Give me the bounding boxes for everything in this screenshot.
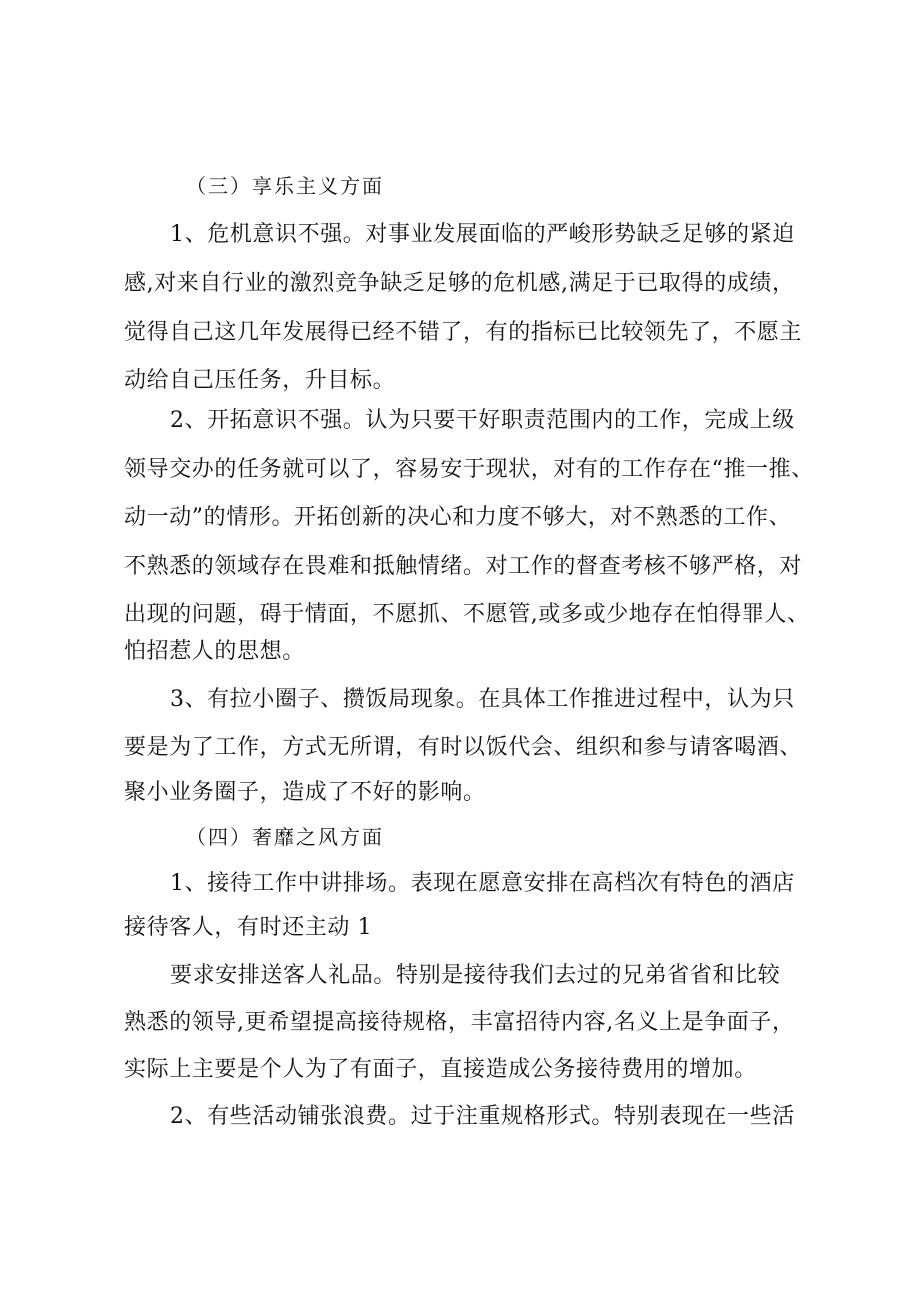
text-line: 聚小业务圈子，造成了不好的影响。 bbox=[124, 780, 486, 805]
text-line: 感,对来自行业的激烈竞争缺乏足够的危机感,满足于已取得的成绩， bbox=[124, 271, 795, 296]
text-line: 熟悉的领导,更希望提高接待规格，丰富招待内容,名义上是争面子， bbox=[124, 1010, 795, 1035]
text-line: 实际上主要是个人为了有面子，直接造成公务接待费用的增加。 bbox=[124, 1057, 757, 1082]
text-line: 3、有拉小圈子、攒饭局现象。在具体工作推进过程中，认为只 bbox=[170, 687, 795, 712]
text-line: 动给自己压任务，升目标。 bbox=[124, 368, 396, 393]
text-line: 要是为了工作，方式无所谓，有时以饭代会、组织和参与请客喝酒、 bbox=[124, 735, 803, 760]
text-line: 2、有些活动铺张浪费。过于注重规格形式。特别表现在一些活 bbox=[170, 1104, 795, 1129]
text-line: 接待客人，有时还主动 1 bbox=[124, 915, 373, 940]
section-heading-hedonism: （三）享乐主义方面 bbox=[186, 174, 384, 198]
text-line: 1、接待工作中讲排场。表现在愿意安排在高档次有特色的酒店 bbox=[170, 871, 795, 896]
text-line: 不熟悉的领域存在畏难和抵触情绪。对工作的督查考核不够严格，对 bbox=[124, 554, 803, 579]
text-line: 领导交办的任务就可以了，容易安于现状，对有的工作存在“推一推、 bbox=[124, 457, 814, 482]
text-line: 出现的问题，碍于情面，不愿抓、不愿管,或多或少地存在怕得罪人、 bbox=[124, 602, 810, 627]
text-line: 觉得自己这几年发展得已经不错了，有的指标已比较领先了，不愿主 bbox=[124, 320, 803, 345]
text-line: 要求安排送客人礼品。特别是接待我们去过的兄弟省省和比较 bbox=[170, 963, 781, 988]
section-heading-extravagance: （四）奢靡之风方面 bbox=[186, 825, 384, 849]
text-line: 2、开拓意识不强。认为只要干好职责范围内的工作，完成上级 bbox=[170, 408, 795, 433]
text-line: 动一动”的情形。开拓创新的决心和力度不够大，对不熟悉的工作、 bbox=[124, 505, 792, 530]
text-line: 1、危机意识不强。对事业发展面临的严峻形势缺乏足够的紧迫 bbox=[170, 222, 795, 247]
text-line: 怕招惹人的思想。 bbox=[124, 639, 305, 664]
